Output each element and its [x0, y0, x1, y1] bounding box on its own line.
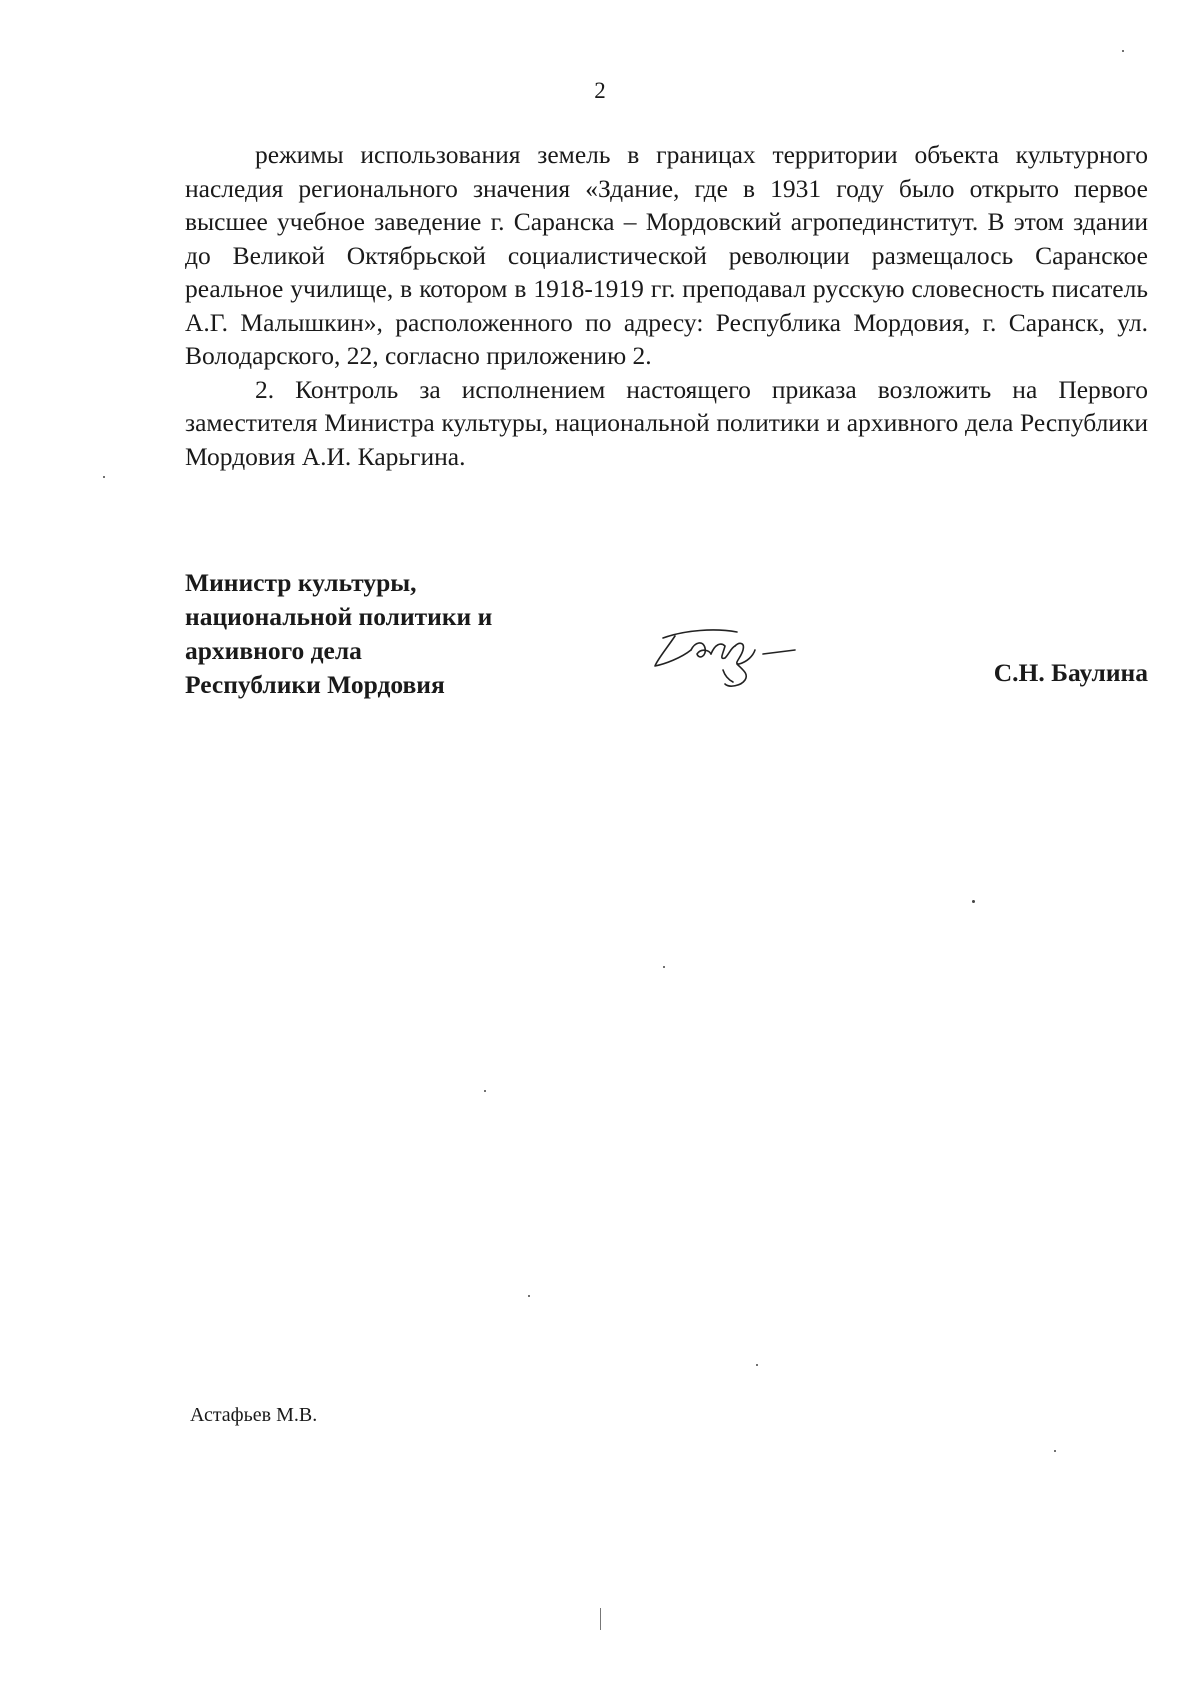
scan-speck [528, 1295, 530, 1297]
scan-speck [1122, 50, 1124, 52]
scan-speck [1054, 1450, 1056, 1452]
page-number: 2 [594, 78, 606, 103]
scan-speck [600, 1608, 601, 1630]
position-line: национальной политики и [185, 602, 493, 631]
document-body [185, 138, 1148, 473]
position-line: Министр культуры, [185, 568, 417, 597]
signatory-position [185, 566, 492, 702]
executor-name: Астафьев М.В. [190, 1404, 318, 1426]
signer-name: С.Н. Баулина [993, 658, 1148, 687]
paragraph-2: 2. Контроль за исполнением настоящего приказа возложить на Первого заместителя Министра культуры, национальной политики и архивного дела Республики Мордовия А.И. Карьгина. [185, 374, 1148, 471]
scan-speck [484, 1090, 486, 1092]
scan-speck [756, 1364, 758, 1366]
scan-speck [972, 900, 975, 903]
scan-speck [663, 966, 665, 968]
scan-speck [103, 476, 105, 478]
handwritten-signature [645, 620, 830, 700]
position-line: архивного дела [185, 636, 362, 665]
position-line: Республики Мордовия [185, 670, 445, 699]
paragraph-1: режимы использования земель в границах территории объекта культурного наследия регионального значения «Здание, где в 1931 году было открыто первое высшее учебное заведение г. Саранска – Мордовский агропединститут. В этом здании до Великой Октябрьской социалистической революции размещалось Саранское реальное училище, в котором в 1918-1919 гг. преподавал русскую словесность писатель А.Г. Малышкин», расположенного по адресу: Республика Мордовия, г. Саранск, ул. Володарского, 22, согласно приложению 2. [185, 140, 1148, 370]
